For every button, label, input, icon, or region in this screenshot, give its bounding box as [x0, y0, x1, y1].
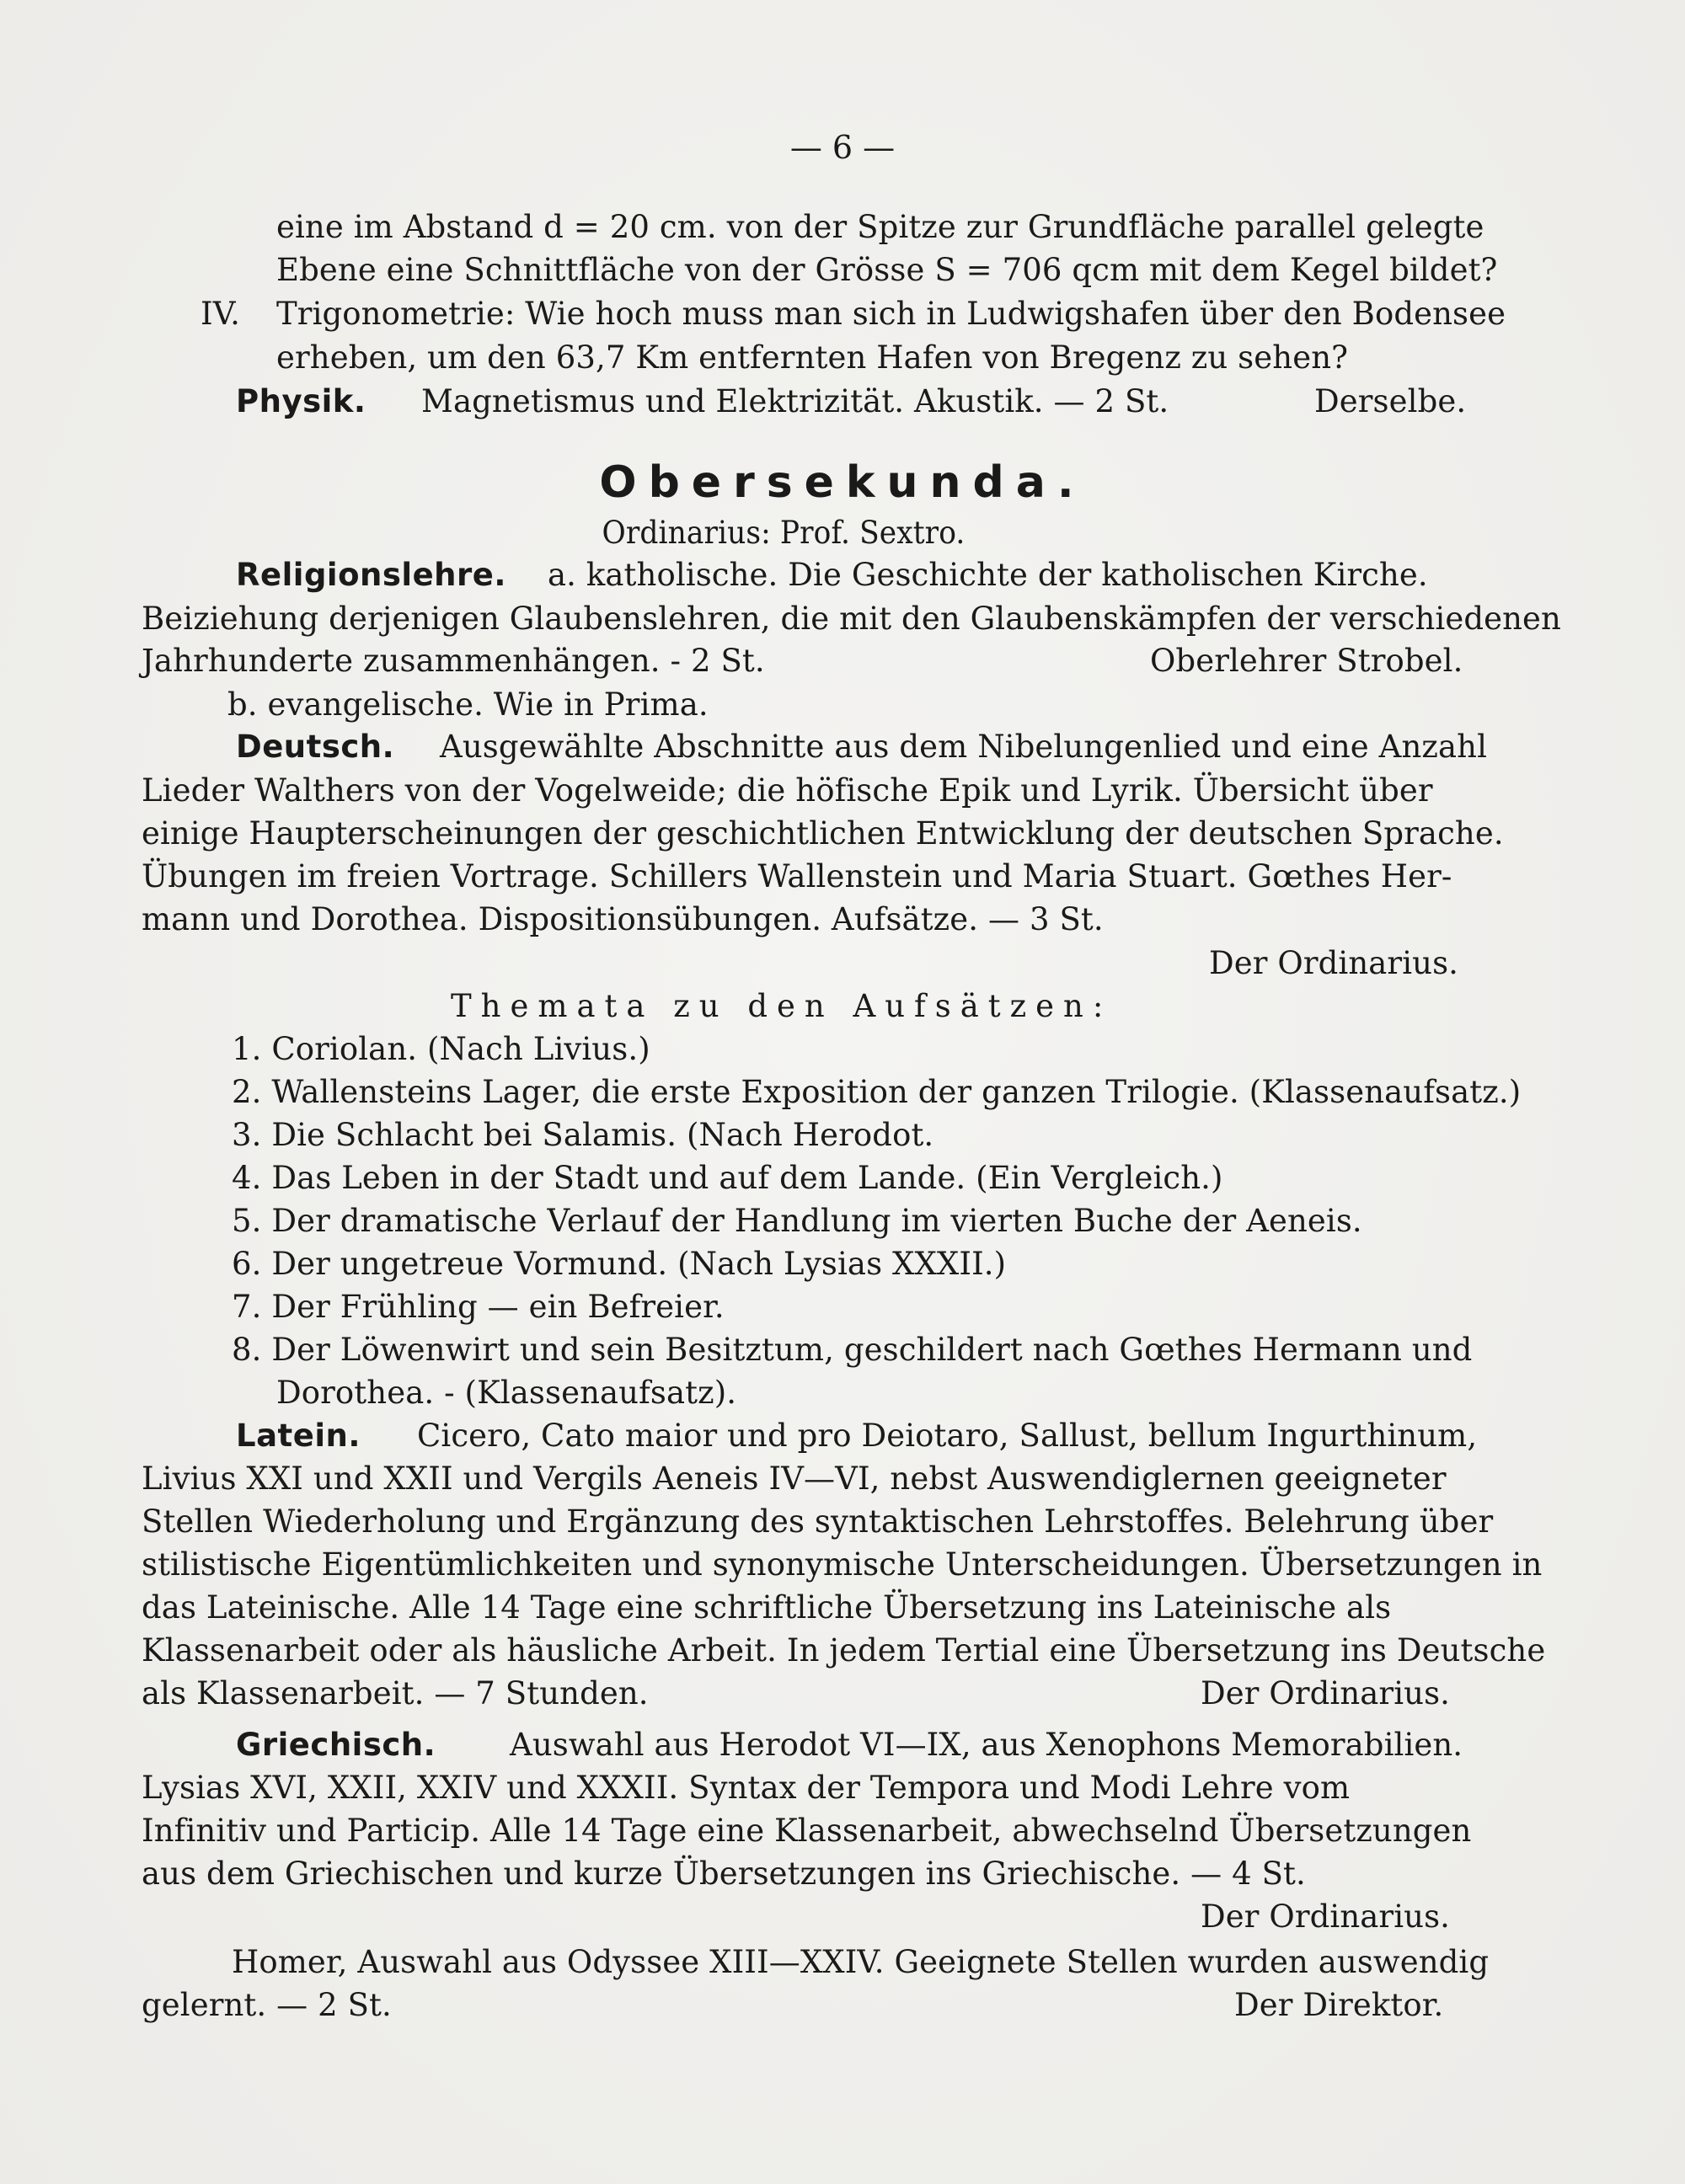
teacher-name: Der Ordinarius.: [1201, 1675, 1451, 1711]
list-item: 8. Der Löwenwirt und sein Besitztum, geschildert nach Gœthes Hermann und: [232, 1332, 1473, 1368]
text-line: Jahrhunderte zusammenhängen. - 2 St.: [142, 643, 765, 679]
text-line: das Lateinische. Alle 14 Tage eine schriftliche Übersetzung ins Lateinische als: [142, 1589, 1392, 1626]
text-line: Livius XXI und XXII und Vergils Aeneis IV—VI, nebst Auswendiglernen geeigneter: [142, 1460, 1447, 1497]
text-line: erheben, um den 63,7 Km entfernten Hafen von Bregenz zu sehen?: [276, 339, 1349, 376]
themata-heading: Themata zu den Aufsätzen:: [451, 988, 1113, 1024]
teacher-name: Derselbe.: [1314, 383, 1467, 419]
list-item: 4. Das Leben in der Stadt und auf dem Lande. (Ein Vergleich.): [232, 1160, 1223, 1196]
text-line: Beiziehung derjenigen Glaubenslehren, die mit den Glaubenskämpfen der verschiedenen: [142, 601, 1561, 637]
page-number: — 6 —: [789, 129, 896, 166]
text-line: als Klassenarbeit. — 7 Stunden.: [142, 1675, 649, 1711]
text-line: Ebene eine Schnittfläche von der Grösse S = 706 qcm mit dem Kegel bildet?: [276, 252, 1498, 288]
list-item: 7. Der Frühling — ein Befreier.: [232, 1289, 725, 1325]
teacher-name: Oberlehrer Strobel.: [1150, 643, 1463, 679]
text-line: Magnetismus und Elektrizität. Akustik. — 2 St.: [421, 383, 1169, 419]
teacher-name: Der Ordinarius.: [1209, 945, 1459, 981]
subject-heading-deutsch: Deutsch.: [236, 729, 395, 765]
text-line: Lieder Walthers von der Vogelweide; die höfische Epik und Lyrik. Übersicht über: [142, 772, 1433, 809]
text-line: Cicero, Cato maior und pro Deiotaro, Sallust, bellum Ingurthinum,: [417, 1418, 1478, 1454]
list-item: 2. Wallensteins Lager, die erste Exposition der ganzen Trilogie. (Klassenaufsatz.): [232, 1074, 1522, 1110]
text-line: Klassenarbeit oder als häusliche Arbeit. In jedem Tertial eine Übersetzung ins Deutsche: [142, 1632, 1546, 1669]
list-item: 1. Coriolan. (Nach Livius.): [232, 1031, 650, 1067]
subject-heading-griechisch: Griechisch.: [236, 1727, 436, 1763]
text-line: stilistische Eigentümlichkeiten und synonymische Unterscheidungen. Übersetzungen in: [142, 1546, 1543, 1583]
text-line: Stellen Wiederholung und Ergänzung des syntaktischen Lehrstoffes. Belehrung über: [142, 1503, 1494, 1540]
text-line: mann und Dorothea. Dispositionsübungen. Aufsätze. — 3 St.: [142, 901, 1104, 937]
list-number: IV.: [201, 296, 240, 332]
list-item: 6. Der ungetreue Vormund. (Nach Lysias XXXII.): [232, 1246, 1007, 1282]
text-line: Lysias XVI, XXII, XXIV und XXXII. Syntax der Tempora und Modi Lehre vom: [142, 1770, 1351, 1806]
subject-heading-physik: Physik.: [236, 383, 366, 419]
text-line: einige Haupterscheinungen der geschichtlichen Entwicklung der deutschen Sprache.: [142, 815, 1504, 852]
text-line: Ausgewählte Abschnitte aus dem Nibelungenlied und eine Anzahl: [440, 729, 1487, 765]
teacher-name: Der Ordinarius.: [1201, 1898, 1451, 1935]
list-item: Dorothea. - (Klassenaufsatz).: [276, 1375, 737, 1411]
subject-heading-latein: Latein.: [236, 1418, 361, 1454]
text-line: Homer, Auswahl aus Odyssee XIII—XXIV. Geeignete Stellen wurden auswendig: [232, 1944, 1490, 1980]
text-line: a. katholische. Die Geschichte der katholischen Kirche.: [548, 557, 1428, 593]
text-line: b. evangelische. Wie in Prima.: [227, 686, 709, 723]
text-line: Übungen im freien Vortrage. Schillers Wallenstein und Maria Stuart. Gœthes Her-: [142, 858, 1452, 894]
subject-heading-religion: Religionslehre.: [236, 557, 506, 593]
teacher-name: Der Direktor.: [1234, 1987, 1444, 2023]
ordinarius-line: Ordinarius: Prof. Sextro.: [602, 515, 966, 551]
list-item: 5. Der dramatische Verlauf der Handlung im vierten Buche der Aeneis.: [232, 1203, 1362, 1239]
text-line: eine im Abstand d = 20 cm. von der Spitze zur Grundfläche parallel gelegte: [276, 209, 1484, 245]
text-line: aus dem Griechischen und kurze Übersetzungen ins Griechische. — 4 St.: [142, 1856, 1306, 1892]
list-item: 3. Die Schlacht bei Salamis. (Nach Herodot.: [232, 1117, 934, 1153]
text-line: gelernt. — 2 St.: [142, 1987, 392, 2023]
text-line: Infinitiv und Particip. Alle 14 Tage eine Klassenarbeit, abwechselnd Übersetzungen: [142, 1813, 1472, 1849]
text-line: Auswahl aus Herodot VI—IX, aus Xenophons Memorabilien.: [510, 1727, 1463, 1763]
text-line: Trigonometrie: Wie hoch muss man sich in Ludwigshafen über den Bodensee: [276, 296, 1506, 332]
class-title: Obersekunda.: [599, 457, 1086, 508]
